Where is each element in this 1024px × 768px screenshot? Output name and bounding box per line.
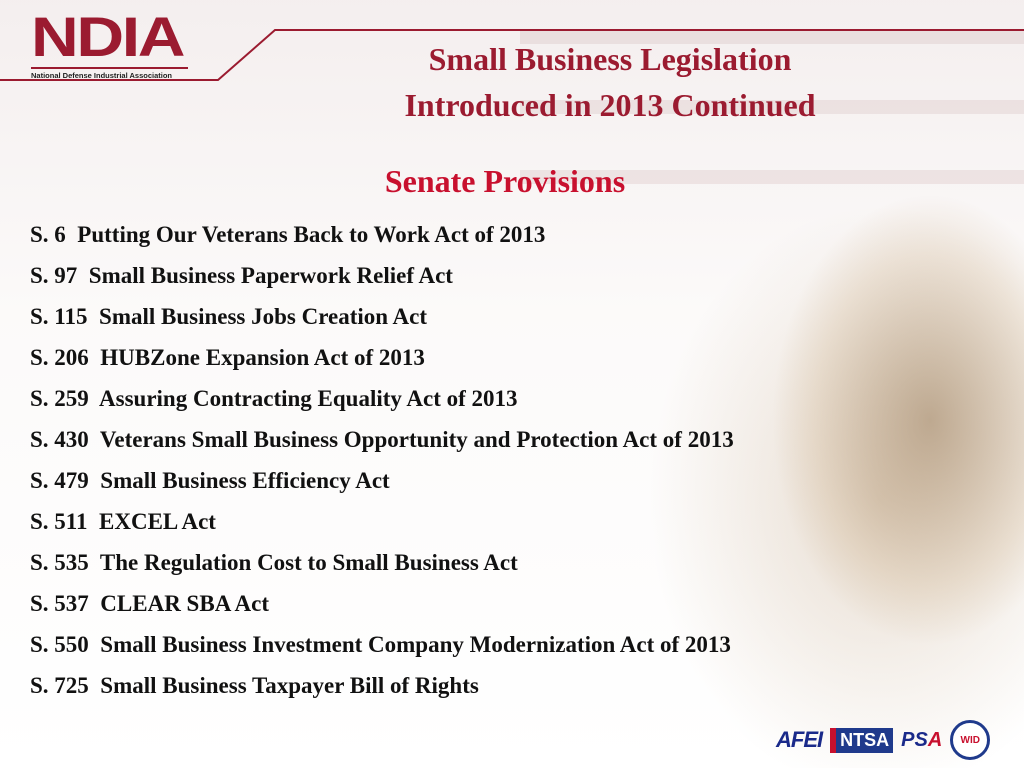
- wid-logo: WID: [950, 720, 990, 760]
- list-item: [30, 624, 734, 665]
- logo-wordmark: NDIA: [31, 5, 184, 68]
- list-item: [30, 337, 734, 378]
- logo-subtitle: National Defense Industrial Association: [31, 67, 188, 80]
- bill-name: Small Business Investment Company Modernization Act of 2013: [100, 632, 731, 657]
- bill-name: Small Business Efficiency Act: [100, 468, 390, 493]
- slide-title-line1: Small Business Legislation: [428, 41, 792, 77]
- partner-logos: [776, 718, 1024, 762]
- bill-number: S. 511: [30, 509, 88, 534]
- bill-number: S. 97: [30, 263, 78, 288]
- list-item: [30, 460, 734, 501]
- bill-name: Small Business Paperwork Relief Act: [88, 263, 453, 288]
- bill-number: S. 115: [30, 304, 88, 329]
- list-item: [30, 665, 734, 706]
- bill-name: CLEAR SBA Act: [100, 591, 269, 616]
- list-item: [30, 501, 734, 542]
- slide-title-line2: Introduced in 2013 Continued: [404, 87, 816, 123]
- psa-logo-accent: A: [927, 728, 943, 751]
- bill-number: S. 725: [30, 673, 89, 698]
- section-subtitle: Senate Provisions: [384, 163, 626, 199]
- bill-name: Small Business Taxpayer Bill of Rights: [100, 673, 479, 698]
- bill-number: S. 535: [30, 550, 89, 575]
- bill-name: Small Business Jobs Creation Act: [99, 304, 428, 329]
- ntsa-logo: NTSA: [830, 728, 893, 753]
- bill-number: S. 6: [30, 222, 66, 247]
- bill-name: The Regulation Cost to Small Business Act: [99, 550, 518, 575]
- ndia-logo: [31, 5, 191, 80]
- list-item: [30, 214, 734, 255]
- list-item: [30, 419, 734, 460]
- bill-name: EXCEL Act: [99, 509, 216, 534]
- list-item: [30, 583, 734, 624]
- list-item: [30, 296, 734, 337]
- bill-name: HUBZone Expansion Act of 2013: [100, 345, 425, 370]
- psa-logo-text: PS: [901, 728, 928, 751]
- list-item: [30, 255, 734, 296]
- list-item: [30, 378, 734, 419]
- bill-name: Putting Our Veterans Back to Work Act of 2013: [77, 222, 546, 247]
- psa-logo: [901, 729, 942, 752]
- bill-name: Assuring Contracting Equality Act of 2013: [99, 386, 518, 411]
- bill-name: Veterans Small Business Opportunity and Protection Act of 2013: [99, 427, 734, 452]
- afei-logo: AFEI: [776, 727, 823, 752]
- bill-number: S. 479: [30, 468, 89, 493]
- bill-number: S. 537: [30, 591, 89, 616]
- bill-number: S. 206: [30, 345, 89, 370]
- bill-number: S. 550: [30, 632, 89, 657]
- bill-list: [30, 214, 734, 706]
- bill-number: S. 430: [30, 427, 89, 452]
- bill-number: S. 259: [30, 386, 89, 411]
- list-item: [30, 542, 734, 583]
- slide-title: [330, 36, 890, 128]
